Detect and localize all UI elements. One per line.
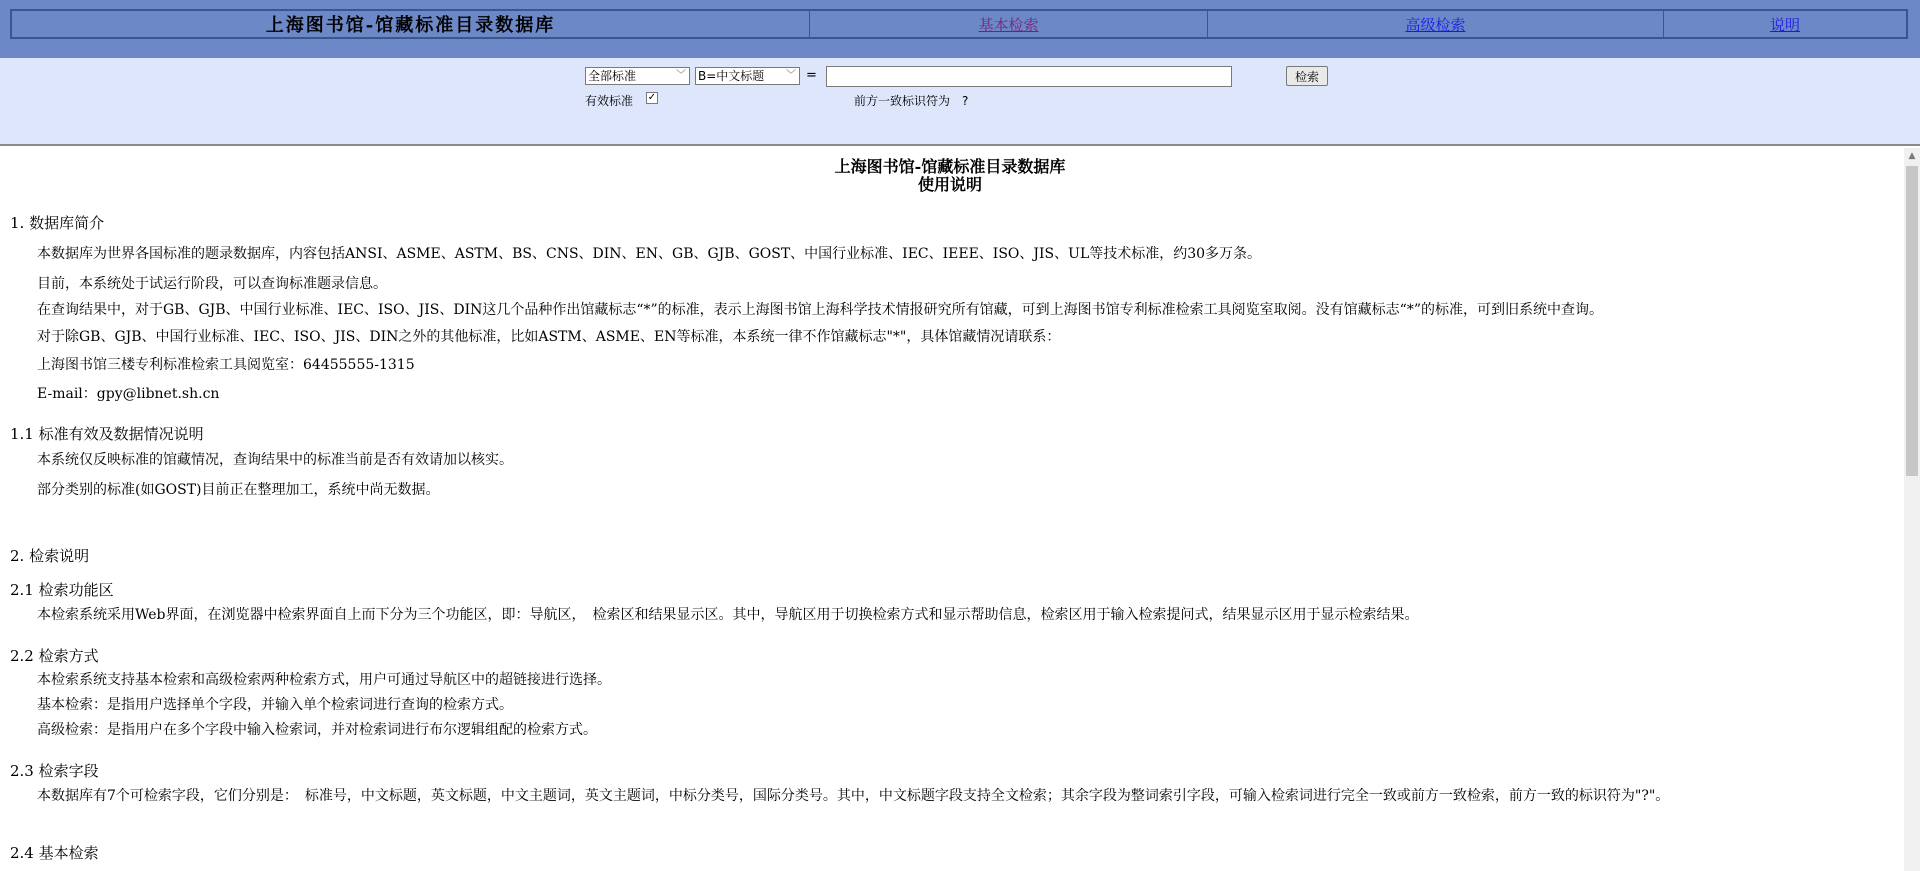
section-heading: 2.3 检索字段 — [10, 762, 99, 780]
field-select[interactable] — [695, 67, 800, 85]
chevron-down-icon: ﹀ — [786, 70, 796, 81]
paragraph: 本数据库为世界各国标准的题录数据库，内容包括ANSI、ASME、ASTM、BS、CNS、DIN、EN、GB、GJB、GOST、中国行业标准、IEC、IEEE、ISO、JIS、UL等技术标准，约30多万条。 — [37, 246, 1262, 262]
scope-select-value: 全部标准 — [588, 69, 637, 83]
valid-standard-checkbox[interactable]: ✓ — [647, 92, 657, 103]
section-heading: 2.4 基本检索 — [10, 844, 99, 862]
scrollbar-thumb[interactable] — [1906, 166, 1918, 476]
nav-cell-basic — [810, 11, 1208, 37]
doc-subtitle: 使用说明 — [917, 175, 982, 194]
scope-select[interactable] — [585, 67, 690, 85]
email-paragraph: E-mail：gpy@libnet.sh.cn — [37, 386, 220, 402]
vertical-scrollbar[interactable] — [1904, 148, 1920, 871]
nav-table — [10, 9, 1908, 39]
keyword-input[interactable] — [826, 66, 1232, 87]
section-heading: 2.1 检索功能区 — [10, 581, 114, 599]
paragraph: 本数据库有7个可检索字段，它们分别是： 标准号，中文标题，英文标题，中文主题词，英文主题词，中标分类号，国际分类号。其中，中文标题字段支持全文检索；其余字段为整词索引字段，可输入检索词进行完全一致或前方一致检索，前方一致的标识符为"?"。 — [37, 788, 1670, 804]
nav-cell-help — [1664, 11, 1906, 37]
paragraph: 对于除GB、GJB、中国行业标准、IEC、ISO、JIS、DIN之外的其他标准，比如ASTM、ASME、EN等标准，本系统一律不作馆藏标志"*"，具体馆藏情况请联系： — [37, 329, 1061, 345]
paragraph: 高级检索：是指用户在多个字段中输入检索词，并对检索词进行布尔逻辑组配的检索方式。 — [37, 722, 597, 738]
field-select-value: B=中文标题 — [698, 69, 765, 83]
paragraph: 本检索系统采用Web界面，在浏览器中检索界面自上而下分为三个功能区，即：导航区， 检索区和结果显示区。其中，导航区用于切换检索方式和显示帮助信息，检索区用于输入检索提问式，结果显示区用于显示检索结果。 — [37, 607, 1419, 623]
site-title: 上海图书馆-馆藏标准目录数据库 — [12, 11, 810, 37]
paragraph: 上海图书馆三楼专利标准检索工具阅览室：64455555-1315 — [37, 357, 415, 373]
section-heading: 1.1 标准有效及数据情况说明 — [10, 425, 204, 443]
paragraph: 本检索系统支持基本检索和高级检索两种检索方式，用户可通过导航区中的超链接进行选择。 — [37, 672, 611, 688]
basic-search-link[interactable]: 基本检索 — [978, 15, 1039, 34]
nav-bar — [0, 0, 1920, 58]
doc-title: 上海图书馆-馆藏标准目录数据库 — [834, 157, 1066, 176]
paragraph: 在查询结果中，对于GB、GJB、中国行业标准、IEC、ISO、JIS、DIN这几个品种作出馆藏标志“*”的标准，表示上海图书馆上海科学技术情报研究所有馆藏，可到上海图书馆专利标准检索工具阅览室取阅。没有馆藏标志“*”的标准，可到旧系统中查询。 — [37, 302, 1603, 318]
paragraph: 基本检索：是指用户选择单个字段，并输入单个检索词进行查询的检索方式。 — [37, 697, 513, 713]
equals-sign: = — [806, 68, 817, 83]
prefix-hint: 前方一致标识符为 ? — [854, 94, 969, 108]
search-area — [0, 58, 1920, 146]
paragraph: 部分类别的标准(如GOST)目前正在整理加工，系统中尚无数据。 — [37, 482, 440, 498]
paragraph: 本系统仅反映标准的馆藏情况，查询结果中的标准当前是否有效请加以核实。 — [37, 452, 513, 468]
help-link[interactable]: 说明 — [1769, 15, 1800, 34]
chevron-down-icon: ﹀ — [676, 70, 686, 81]
search-button[interactable]: 检索 — [1286, 66, 1328, 86]
section-heading: 1. 数据库简介 — [10, 214, 105, 232]
nav-cell-advanced — [1208, 11, 1664, 37]
advanced-search-link[interactable]: 高级检索 — [1405, 15, 1466, 34]
scroll-up-icon[interactable]: ▲ — [1908, 151, 1916, 161]
paragraph: 目前，本系统处于试运行阶段，可以查询标准题录信息。 — [37, 276, 387, 292]
help-content — [0, 148, 1900, 871]
valid-standard-label: 有效标准 — [585, 94, 634, 108]
section-heading: 2.2 检索方式 — [10, 647, 99, 665]
section-heading: 2. 检索说明 — [10, 547, 90, 565]
